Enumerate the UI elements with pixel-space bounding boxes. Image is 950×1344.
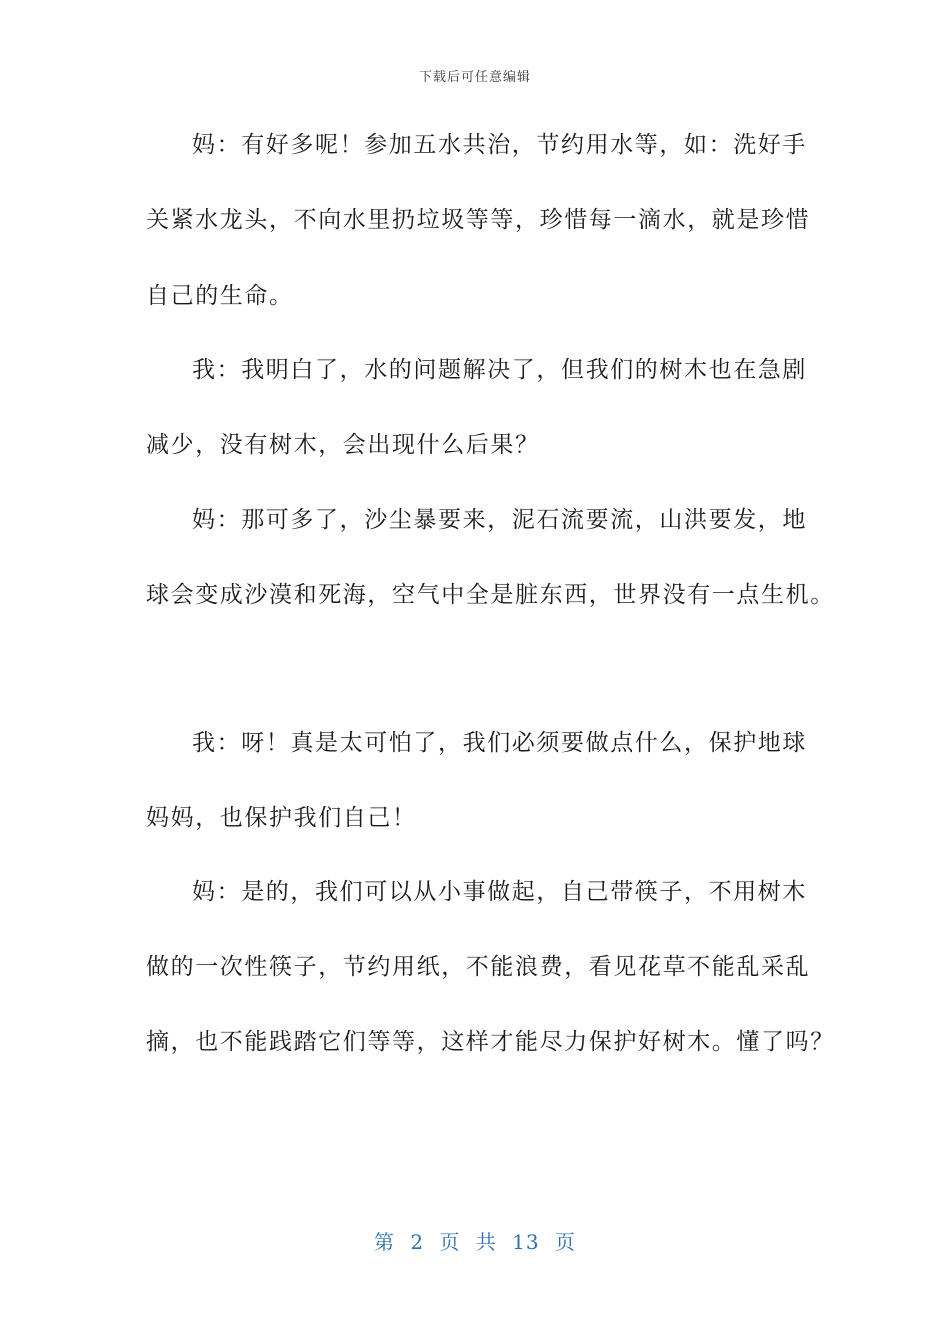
text-line-12: 摘，也不能践踏它们等等，这样才能尽力保护好树木。懂了吗？: [146, 1029, 835, 1055]
text-line-6: 妈：那可多了，沙尘暴要来，泥石流要流，山洪要发，地: [192, 507, 807, 533]
text-line-4: 我：我明白了，水的问题解决了，但我们的树木也在急剧: [192, 357, 807, 383]
text-line-2: 关紧水龙头，不向水里扔垃圾等等，珍惜每一滴水，就是珍惜: [146, 207, 811, 233]
text-line-5: 减少，没有树木，会出现什么后果？: [146, 432, 540, 458]
page-header: 下载后可任意编辑: [418, 70, 531, 85]
text-line-1: 妈：有好多呢！参加五水共治，节约用水等，如：洗好手: [192, 132, 807, 158]
text-line-8: 我：呀！真是太可怕了，我们必须要做点什么，保护地球: [192, 730, 807, 756]
page-number-footer: 第 2 页 共 13 页: [374, 1230, 576, 1254]
text-line-11: 做的一次性筷子，节约用纸，不能浪费，看见花草不能乱采乱: [146, 954, 811, 980]
text-line-9: 妈妈，也保护我们自己！: [146, 805, 417, 831]
text-line-7: 球会变成沙漠和死海，空气中全是脏东西，世界没有一点生机。: [146, 582, 835, 608]
text-line-3: 自己的生命。: [146, 283, 294, 309]
text-line-10: 妈：是的，我们可以从小事做起，自己带筷子，不用树木: [192, 879, 807, 905]
